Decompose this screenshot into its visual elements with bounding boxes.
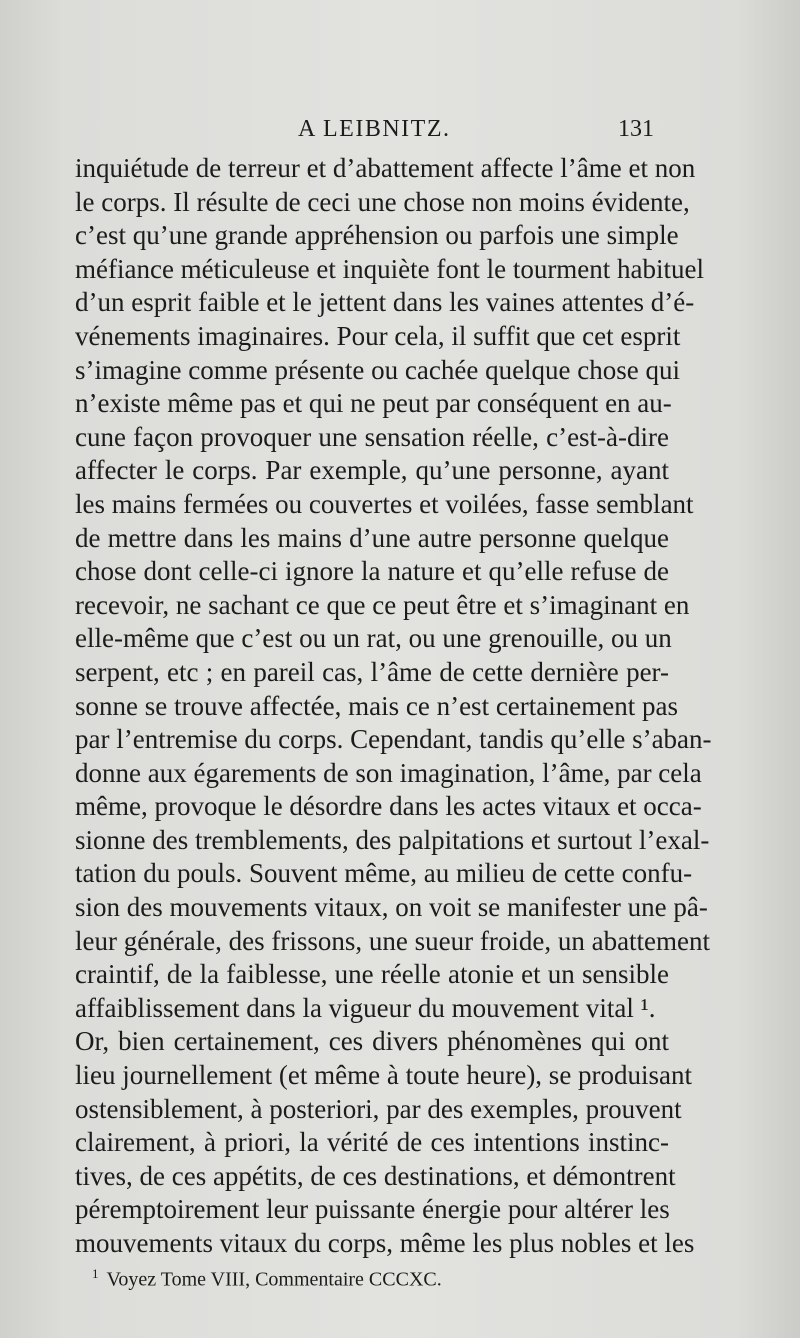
footnote-mark: 1 [92,1266,99,1281]
text-line: Or, bien certainement, ces divers phénomènes qui ont [75,1026,669,1057]
text-line: d’un esprit faible et le jettent dans les vaines attentes d’é- [75,287,695,318]
text-line: tation du pouls. Souvent même, au milieu de cette confu- [75,858,693,889]
text-line: n’existe même pas et qui ne peut par conséquent en au- [75,388,672,419]
text-line: vénements imaginaires. Pour cela, il suffit que cet esprit [75,320,681,351]
text-line: sion des mouvements vitaux, on voit se manifester une pâ- [75,892,708,923]
text-line: lieu journellement (et même à toute heure), se produisant [75,1060,693,1091]
text-line: serpent, etc ; en pareil cas, l’âme de cette dernière per- [75,656,669,687]
text-line: méfiance méticuleuse et inquiète font le tourment habituel [75,253,705,284]
text-line: ostensiblement, à posteriori, par des exemples, prouvent [75,1093,682,1124]
text-line: sionne des tremblements, des palpitations et surtout l’exal- [75,824,710,855]
text-line: chose dont celle-ci ignore la nature et qu’elle refuse de [75,556,669,587]
text-line: cune façon provoquer une sensation réelle, c’est-à-dire [75,421,669,452]
text-line: elle-même que c’est ou un rat, ou une grenouille, ou un [75,623,672,654]
text-line: craintif, de la faiblesse, une réelle atonie et un sensible [75,959,669,990]
text-line: affaiblissement dans la vigueur du mouvement vital ¹. [75,992,656,1023]
footnote-text: Voyez Tome VIII, Commentaire CCCXC. [106,1268,442,1291]
text-line: les mains fermées ou couvertes et voilées, fasse semblant [75,488,694,519]
text-line: tives, de ces appétits, de ces destinations, et démontrent [75,1160,676,1191]
text-line: affecter le corps. Par exemple, qu’une personne, ayant [75,455,669,486]
text-line: le corps. Il résulte de ceci une chose non moins évidente, [75,186,690,217]
text-line: recevoir, ne sachant ce que ce peut être et s’imaginant en [75,589,690,620]
text-line: s’imagine comme présente ou cachée quelque chose qui [75,354,681,385]
text-line: c’est qu’une grande appréhension ou parfois une simple [75,220,679,251]
text-line: péremptoirement leur puissante énergie pour altérer les [75,1194,670,1225]
text-line: mouvements vitaux du corps, même les plus nobles et les [75,1228,695,1258]
text-line: de mettre dans les mains d’une autre personne quelque [75,522,669,553]
body-text [75,152,712,1261]
page-header [0,112,800,152]
text-line: clairement, à priori, la vérité de ces intentions instinc- [75,1127,669,1158]
text-line: leur générale, des frissons, une sueur froide, un abattement [75,925,711,956]
text-line: donne aux égarements de son imagination, l’âme, par cela [75,757,702,788]
page-number: 131 [618,116,654,142]
text-line: sonne se trouve affectée, mais ce n’est certainement pas [75,690,678,721]
text-line: par l’entremise du corps. Cependant, tandis qu’elle s’aban- [75,724,712,755]
text-line: même, provoque le désordre dans les actes vitaux et occa- [75,791,702,822]
running-head: A LEIBNITZ. [298,116,451,142]
footnote [92,1266,442,1292]
text-line: inquiétude de terreur et d’abattement affecte l’âme et non [75,153,696,183]
